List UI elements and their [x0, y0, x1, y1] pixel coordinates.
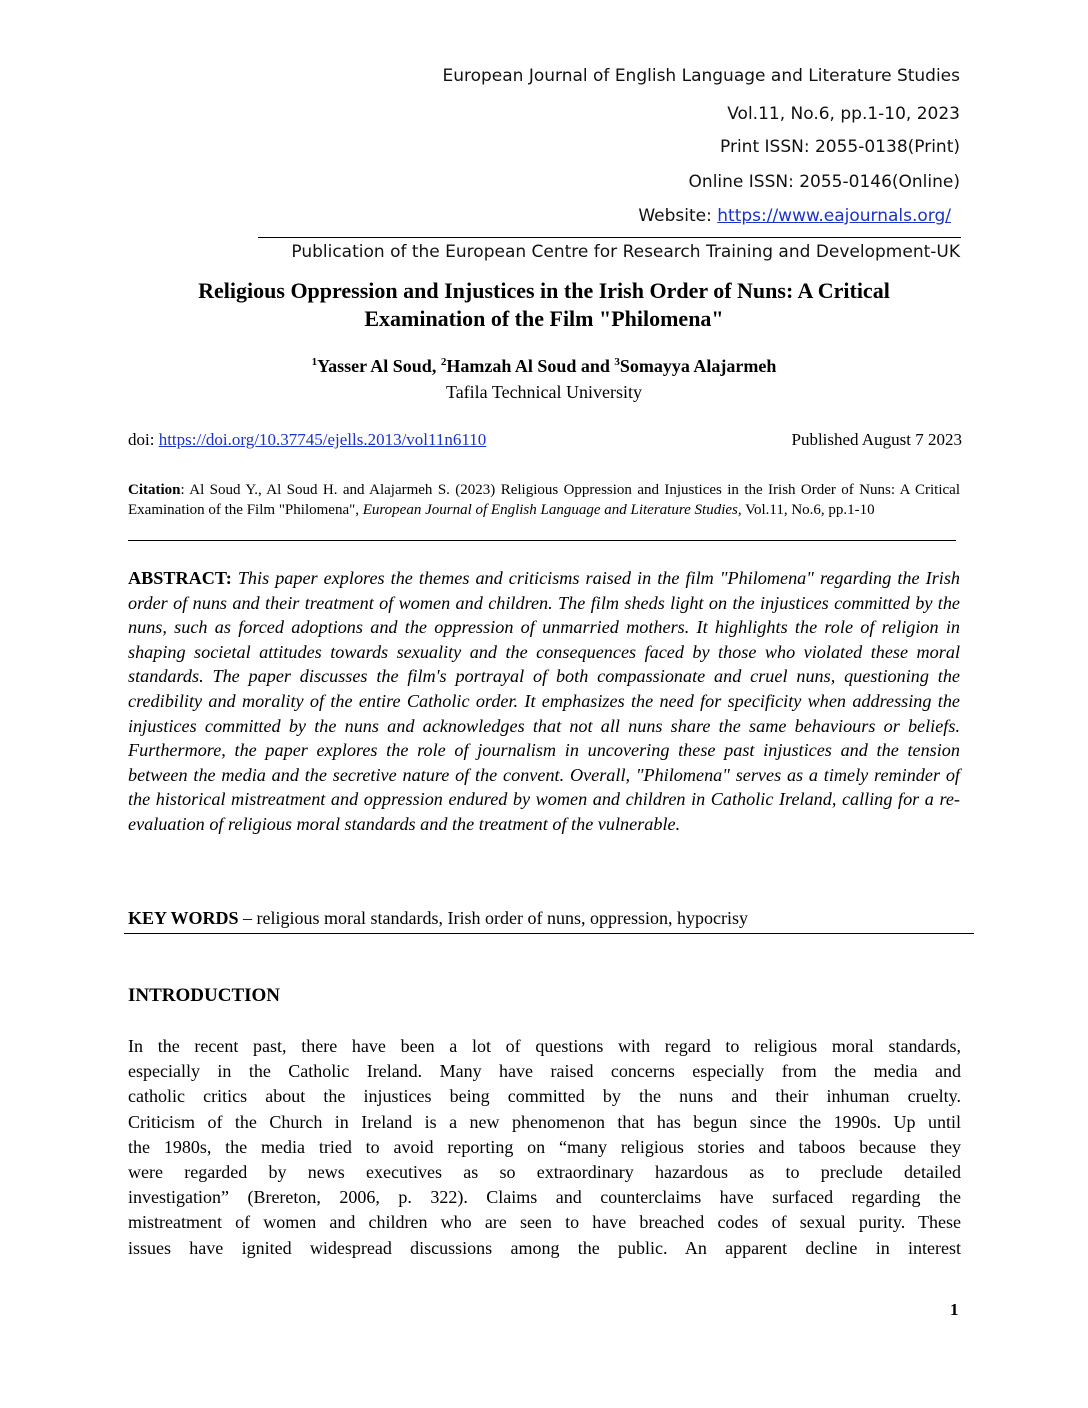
- paragraph-line: issues have ignited widespread discussions among the public. An apparent decline in interest: [128, 1237, 961, 1258]
- volume-info: Vol.11, No.6, pp.1-10, 2023: [727, 104, 960, 124]
- online-issn: Online ISSN: 2055-0146(Online): [688, 172, 960, 192]
- title-line: Religious Oppression and Injustices in the Irish Order of Nuns: A Critical: [198, 278, 890, 303]
- header-divider: [258, 237, 961, 238]
- keywords-label: KEY WORDS: [128, 908, 239, 928]
- paragraph-line: were regarded by news executives as so extraordinary hazardous as to preclude detailed: [128, 1161, 961, 1182]
- author-name: Hamzah Al Soud and: [446, 356, 615, 376]
- affiliation: Tafila Technical University: [445, 382, 643, 402]
- author-affiliation-mark: 1: [311, 356, 318, 368]
- keywords-text: – religious moral standards, Irish order of nuns, oppression, hypocrisy: [238, 908, 748, 928]
- introduction-paragraph: [128, 1034, 961, 1261]
- citation-text: : Al Soud Y., Al Soud H. and Alajarmeh S. (2023) Religious Oppression and Injustices in the Irish Order of Nuns: A Critical Examination of the Film "Philomena",: [128, 482, 960, 518]
- website-link[interactable]: https://www.eajournals.org/: [717, 206, 951, 226]
- citation-divider: [128, 540, 956, 541]
- keywords-line: [128, 908, 960, 929]
- paragraph-line: especially in the Catholic Ireland. Many have raised concerns especially from the media and: [128, 1061, 961, 1082]
- author-list: [128, 356, 960, 377]
- section-heading: INTRODUCTION: [128, 985, 281, 1006]
- citation-text: Vol.11, No.6, pp.1-10: [741, 502, 875, 518]
- paragraph-line: investigation” (Brereton, 2006, p. 322). Claims and counterclaims have surfaced regarding the: [128, 1187, 961, 1208]
- citation-label: Citation: [128, 482, 181, 498]
- citation-block: [128, 480, 960, 520]
- keywords-divider: [124, 933, 974, 934]
- publisher-line: Publication of the European Centre for Research Training and Development-UK: [291, 242, 960, 262]
- website-line: [191, 206, 951, 226]
- doi-row: [128, 430, 962, 450]
- paragraph-line: mistreatment of women and children who are seen to have breached codes of sexual purity. These: [128, 1212, 961, 1233]
- author-affiliation-mark: 2: [440, 356, 447, 368]
- author-affiliation-mark: 3: [614, 356, 620, 368]
- paragraph-line: In the recent past, there have been a lot of questions with regard to religious moral standards,: [128, 1036, 961, 1056]
- paragraph-line: Criticism of the Church in Ireland is a new phenomenon that has begun since the 1990s. Up until: [128, 1111, 961, 1132]
- doi-label: doi:: [128, 430, 159, 449]
- abstract-label: ABSTRACT:: [128, 568, 232, 588]
- abstract-text: This paper explores the themes and criticisms raised in the film "Philomena" regarding the Irish order of nuns and their treatment of women and children. The film sheds light on the injustices committed by the nuns, such as forced adoptions and the oppression of unmarried mothers. It highlights the role of religion in shaping societal attitudes towards sexuality and the consequences faced by those who violated these moral standards. The paper discusses the film's portrayal of both compassionate and cruel nuns, questioning the credibility and morality of the entire Catholic order. It emphasizes the need for specificity when addressing the injustices committed by the nuns and acknowledges that not all nuns share the same behaviours or beliefs. Furthermore, the paper explores the role of journalism in uncovering these past injustices and the tension between the media and the secretive nature of the convent. Overall, "Philomena" serves as a timely reminder of the historical mistreatment and oppression endured by women and children in Catholic Ireland, calling for a re-evaluation of religious moral standards and the treatment of the vulnerable.: [128, 568, 960, 834]
- website-label: Website:: [638, 206, 718, 226]
- author-name: Somayya Alajarmeh: [619, 356, 777, 376]
- page-number: 1: [950, 1300, 959, 1319]
- citation-journal: European Journal of English Language and Literature Studies,: [362, 502, 742, 518]
- paragraph-line: catholic critics about the injustices being committed by the nuns and their inhuman cruelty.: [128, 1086, 961, 1107]
- article-title: [128, 277, 960, 333]
- abstract-block: [128, 566, 960, 837]
- paragraph-line: the 1980s, the media tried to avoid reporting on “many religious stories and taboos because they: [128, 1136, 961, 1157]
- published-date: Published August 7 2023: [791, 430, 962, 449]
- journal-name: European Journal of English Language and Literature Studies: [442, 66, 960, 86]
- doi-link[interactable]: https://doi.org/10.37745/ejells.2013/vol11n6110: [158, 430, 487, 449]
- print-issn: Print ISSN: 2055-0138(Print): [720, 137, 960, 157]
- title-line: Examination of the Film "Philomena": [364, 306, 724, 331]
- author-name: Yasser Al Soud,: [317, 356, 441, 376]
